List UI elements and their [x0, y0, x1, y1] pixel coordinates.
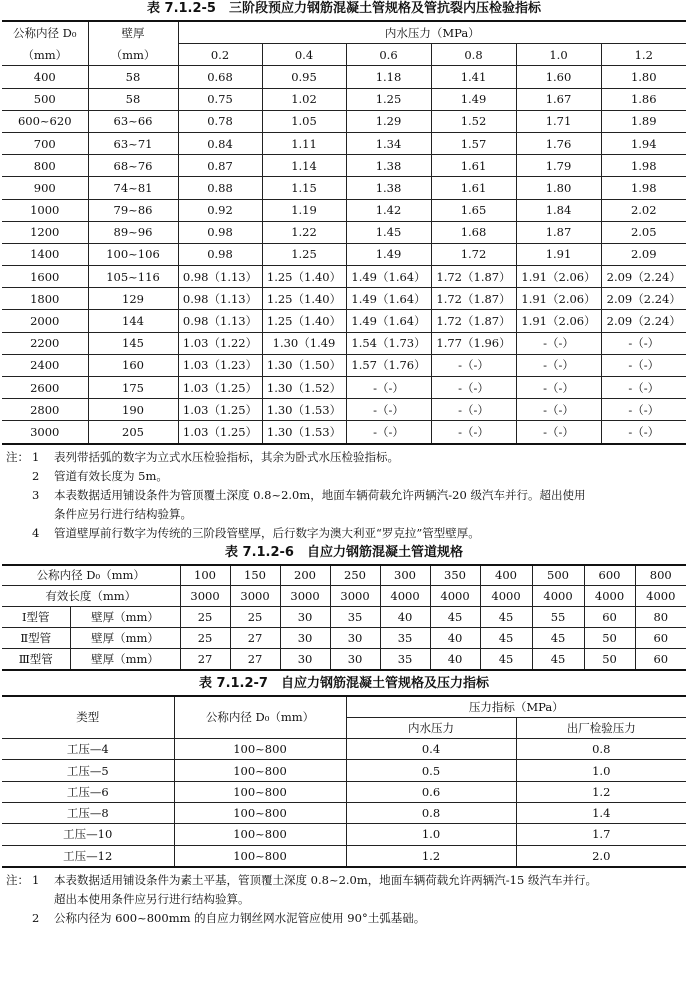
table-cell: 600~620: [2, 110, 88, 132]
table-cell: 100: [180, 565, 230, 586]
table-cell: 0.4: [346, 739, 516, 760]
table-cell: 1.25（1.40）: [262, 266, 346, 288]
table-cell: 3000: [330, 586, 380, 607]
note-text: 管道壁厚前行数字为传统的三阶段管壁厚，后行数字为澳大利亚“罗克拉”管型壁厚。: [54, 525, 480, 540]
table-cell: 1.4: [516, 803, 686, 824]
table-cell: -（-）: [516, 354, 601, 376]
table-row: [2, 586, 686, 607]
table-cell: -（-）: [346, 399, 431, 421]
table-row: [2, 155, 686, 177]
table-row: [2, 332, 686, 354]
t1-header-pressure: 1.0: [516, 44, 601, 66]
table-row: [2, 803, 686, 824]
table-cell: 1.72: [431, 243, 516, 265]
table-cell: 1.30（1.50）: [262, 354, 346, 376]
note-number: 2: [32, 910, 40, 925]
table-cell: 工压—5: [2, 760, 174, 781]
table-cell: 0.98（1.13）: [178, 310, 262, 332]
table-cell: 2400: [2, 354, 88, 376]
note-number: 1: [32, 449, 40, 464]
table-cell: 25: [230, 607, 280, 628]
table-cell: 3000: [2, 421, 88, 444]
table-cell: 2800: [2, 399, 88, 421]
table-cell: 1.89: [601, 110, 686, 132]
table-cell: 0.98（1.13）: [178, 288, 262, 310]
table-cell: 190: [88, 399, 178, 421]
table-cell: 2.0: [516, 845, 686, 867]
table-cell: 800: [2, 155, 88, 177]
table-cell: 1.72（1.87）: [431, 310, 516, 332]
table-cell: 45: [430, 607, 480, 628]
table-cell: 1.79: [516, 155, 601, 177]
t2-wall-label: 壁厚（mm）: [70, 627, 180, 648]
table-cell: 1.02: [262, 88, 346, 110]
table-cell: 1.65: [431, 199, 516, 221]
table-cell: 0.98（1.13）: [178, 266, 262, 288]
table-row: [2, 399, 686, 421]
table-cell: 1.30（1.53）: [262, 421, 346, 444]
table-cell: 800: [635, 565, 686, 586]
note-text: 表列带括弧的数字为立式水压检验指标，其余为卧式水压检验指标。: [54, 449, 399, 464]
note-item: [6, 524, 688, 543]
table-cell: 1.49（1.64）: [346, 288, 431, 310]
table-cell: 45: [532, 627, 584, 648]
table-cell: 2200: [2, 332, 88, 354]
t2-type: Ⅲ型管: [2, 648, 70, 669]
table-cell: 150: [230, 565, 280, 586]
table-row: [2, 824, 686, 845]
table-cell: 0.8: [516, 739, 686, 760]
t1-header-pressure: 0.2: [178, 44, 262, 66]
table-cell: -（-）: [516, 377, 601, 399]
table-row: [2, 739, 686, 760]
table-cell: 0.8: [346, 803, 516, 824]
table-cell: 1.87: [516, 221, 601, 243]
table-cell: 3000: [280, 586, 330, 607]
note-label: [6, 486, 32, 505]
table-cell: 1.14: [262, 155, 346, 177]
table-cell: 3000: [230, 586, 280, 607]
table-row: [2, 781, 686, 802]
table-cell: 1.30（1.52）: [262, 377, 346, 399]
table-cell: 2.02: [601, 199, 686, 221]
table-row: [2, 177, 686, 199]
table-row: [2, 243, 686, 265]
table-cell: 0.84: [178, 132, 262, 154]
table-cell: 1.18: [346, 66, 431, 88]
table-cell: 35: [380, 648, 430, 669]
table-cell: 0.5: [346, 760, 516, 781]
table-cell: 30: [330, 648, 380, 669]
table-cell: 1.86: [601, 88, 686, 110]
table-cell: 1.03（1.25）: [178, 421, 262, 444]
table-cell: 0.78: [178, 110, 262, 132]
table-cell: 1.19: [262, 199, 346, 221]
table-cell: 1.60: [516, 66, 601, 88]
table-cell: 100~800: [174, 824, 346, 845]
table-cell: 0.6: [346, 781, 516, 802]
table-cell: 2.09（2.24）: [601, 266, 686, 288]
table-cell: 4000: [532, 586, 584, 607]
table-row: [2, 132, 686, 154]
note-label: [6, 467, 32, 486]
table-cell: 1.03（1.25）: [178, 399, 262, 421]
table-cell: 1.91（2.06）: [516, 310, 601, 332]
table-cell: 0.75: [178, 88, 262, 110]
table-cell: 60: [635, 648, 686, 669]
t1-header-wall-unit: （mm）: [88, 44, 178, 66]
table-cell: 工压—6: [2, 781, 174, 802]
table-cell: 700: [2, 132, 88, 154]
note-label: [6, 909, 32, 928]
table-cell: 40: [430, 627, 480, 648]
table-cell: 45: [480, 627, 532, 648]
note-continuation: 超出本使用条件应另行进行结构验算。: [54, 891, 250, 906]
table-cell: 0.98: [178, 243, 262, 265]
table-cell: 1.34: [346, 132, 431, 154]
table-cell: -（-）: [601, 421, 686, 444]
table-cell: 1.61: [431, 155, 516, 177]
table-row: [2, 421, 686, 444]
table-cell: 2600: [2, 377, 88, 399]
table-cell: 1.72（1.87）: [431, 288, 516, 310]
table-cell: 4000: [430, 586, 480, 607]
table-cell: 35: [330, 607, 380, 628]
t2-wall-label: 壁厚（mm）: [70, 607, 180, 628]
table-cell: 79~86: [88, 199, 178, 221]
t1-header-pressure: 1.2: [601, 44, 686, 66]
t3-header-factory-pressure: 出厂检验压力: [516, 717, 686, 738]
table-cell: -（-）: [346, 377, 431, 399]
t1-header-pressure: 0.4: [262, 44, 346, 66]
table-cell: 45: [480, 648, 532, 669]
table-cell: 144: [88, 310, 178, 332]
table-cell: -（-）: [601, 377, 686, 399]
note-number: 4: [32, 525, 40, 540]
table-row: [2, 266, 686, 288]
note-item: [6, 448, 688, 467]
table-cell: -（-）: [601, 354, 686, 376]
table-row: [2, 199, 686, 221]
t2-diameter-label: 公称内径 D₀（mm）: [2, 565, 180, 586]
table-cell: 2.09（2.24）: [601, 310, 686, 332]
table-cell: 1.57: [431, 132, 516, 154]
table1-title: 表 7.1.2-5 三阶段预应力钢筋混凝土管规格及管抗裂内压检验指标: [147, 1, 541, 16]
table-cell: 250: [330, 565, 380, 586]
table-cell: -（-）: [431, 377, 516, 399]
table-cell: 58: [88, 88, 178, 110]
t2-type: Ⅱ型管: [2, 627, 70, 648]
note-label: [6, 524, 32, 543]
t3-header-type: 类型: [2, 696, 174, 739]
table-cell: -（-）: [516, 332, 601, 354]
table-cell: 40: [380, 607, 430, 628]
table-cell: 27: [230, 627, 280, 648]
note-text: 本表数据适用铺设条件为素土平基，管顶覆土深度 0.8~2.0m，地面车辆荷载允许两辆汽-15 级汽车并行。: [54, 872, 597, 887]
table-cell: 1.05: [262, 110, 346, 132]
table-cell: 工压—8: [2, 803, 174, 824]
table-cell: 1600: [2, 266, 88, 288]
table-cell: 工压—10: [2, 824, 174, 845]
table-cell: -（-）: [346, 421, 431, 444]
table-cell: 900: [2, 177, 88, 199]
table-cell: 4000: [584, 586, 635, 607]
table-cell: 30: [280, 627, 330, 648]
table-cell: 105~116: [88, 266, 178, 288]
table-row: [2, 627, 686, 648]
note-label: 注：: [6, 872, 29, 887]
table-row: [2, 760, 686, 781]
table-cell: -（-）: [431, 354, 516, 376]
table-cell: 175: [88, 377, 178, 399]
table-cell: 0.88: [178, 177, 262, 199]
table-cell: 1.98: [601, 177, 686, 199]
table-cell: 1.38: [346, 177, 431, 199]
table-cell: 100~800: [174, 760, 346, 781]
t2-type: Ⅰ型管: [2, 607, 70, 628]
table-cell: 30: [280, 607, 330, 628]
table-row: [2, 88, 686, 110]
note-continuation: 条件应另行进行结构验算。: [54, 506, 192, 521]
t3-header-pressure-group: 压力指标（MPa）: [346, 696, 686, 718]
table-cell: 1.94: [601, 132, 686, 154]
table2: [2, 564, 686, 671]
note-item: [6, 909, 688, 928]
table-row: [2, 221, 686, 243]
table-cell: 500: [2, 88, 88, 110]
note-number: 1: [32, 872, 40, 887]
table-cell: 1.91: [516, 243, 601, 265]
table-cell: 1.03（1.23）: [178, 354, 262, 376]
table-cell: 100~800: [174, 739, 346, 760]
table-cell: 25: [180, 627, 230, 648]
table-cell: 1.49: [431, 88, 516, 110]
note-item: [6, 467, 688, 486]
table-cell: 1.49: [346, 243, 431, 265]
table-cell: 1.67: [516, 88, 601, 110]
table-row: [2, 845, 686, 867]
table-cell: -（-）: [601, 332, 686, 354]
table-cell: 1.98: [601, 155, 686, 177]
t1-header-diameter: 公称内径 D₀: [2, 21, 88, 44]
table-cell: -（-）: [431, 399, 516, 421]
table-cell: 1.80: [516, 177, 601, 199]
table-cell: 89~96: [88, 221, 178, 243]
table-cell: 2000: [2, 310, 88, 332]
t1-header-diameter-unit: （mm）: [2, 44, 88, 66]
table-cell: 1.91（2.06）: [516, 288, 601, 310]
table-cell: 1.61: [431, 177, 516, 199]
table-cell: -（-）: [516, 421, 601, 444]
table-cell: 30: [330, 627, 380, 648]
note-item: [6, 486, 688, 505]
table1: [2, 20, 686, 445]
table-cell: 1.91（2.06）: [516, 266, 601, 288]
table1-notes: [0, 448, 688, 544]
t1-header-pressure-group: 内水压力（MPa）: [178, 21, 686, 44]
table-cell: 400: [2, 66, 88, 88]
table-cell: 0.98: [178, 221, 262, 243]
table-cell: 40: [430, 648, 480, 669]
table-cell: 300: [380, 565, 430, 586]
table-cell: 1.22: [262, 221, 346, 243]
table-cell: -（-）: [431, 421, 516, 444]
t3-header-diameter: 公称内径 D₀（mm）: [174, 696, 346, 739]
table-cell: 1.38: [346, 155, 431, 177]
table-cell: 1.52: [431, 110, 516, 132]
table-cell: 工压—12: [2, 845, 174, 867]
table-cell: 1.0: [346, 824, 516, 845]
table-cell: 50: [584, 648, 635, 669]
note-text: 管道有效长度为 5m。: [54, 468, 168, 483]
table-cell: 1.25（1.40）: [262, 288, 346, 310]
table-cell: 1800: [2, 288, 88, 310]
table-cell: 129: [88, 288, 178, 310]
table-cell: 58: [88, 66, 178, 88]
table-cell: 1.0: [516, 760, 686, 781]
table-cell: 1.30（1.49: [262, 332, 346, 354]
table-cell: 25: [180, 607, 230, 628]
table-cell: 4000: [635, 586, 686, 607]
table-row: [2, 565, 686, 586]
table-cell: 45: [480, 607, 532, 628]
table-cell: 160: [88, 354, 178, 376]
table-cell: 45: [532, 648, 584, 669]
note-item: [6, 871, 688, 890]
table-row: [2, 377, 686, 399]
table3: [2, 695, 686, 868]
table-cell: 100~106: [88, 243, 178, 265]
table-cell: 1.71: [516, 110, 601, 132]
table-cell: 100~800: [174, 803, 346, 824]
table-cell: 74~81: [88, 177, 178, 199]
table-cell: 500: [532, 565, 584, 586]
table-cell: 1.54（1.73）: [346, 332, 431, 354]
table-cell: 30: [280, 648, 330, 669]
table-cell: 1.72（1.87）: [431, 266, 516, 288]
table-cell: 1.2: [516, 781, 686, 802]
table-cell: 1.68: [431, 221, 516, 243]
table-cell: 0.68: [178, 66, 262, 88]
t3-header-inner-pressure: 内水压力: [346, 717, 516, 738]
table-cell: 350: [430, 565, 480, 586]
table-cell: 1000: [2, 199, 88, 221]
table-cell: 1.84: [516, 199, 601, 221]
table-cell: 1.7: [516, 824, 686, 845]
table-cell: 68~76: [88, 155, 178, 177]
table-cell: 60: [635, 627, 686, 648]
t1-header-wall: 壁厚: [88, 21, 178, 44]
table-cell: 3000: [180, 586, 230, 607]
table-row: [2, 110, 686, 132]
table-cell: -（-）: [516, 399, 601, 421]
table-cell: 1.49（1.64）: [346, 310, 431, 332]
table-cell: 1.25（1.40）: [262, 310, 346, 332]
t1-header-pressure: 0.8: [431, 44, 516, 66]
table-cell: 1.03（1.22）: [178, 332, 262, 354]
table-cell: 60: [584, 607, 635, 628]
table-cell: 1.11: [262, 132, 346, 154]
table-cell: 1.57（1.76）: [346, 354, 431, 376]
table-cell: 1.41: [431, 66, 516, 88]
table-cell: 1.15: [262, 177, 346, 199]
table-row: [2, 66, 686, 88]
table-cell: 63~66: [88, 110, 178, 132]
table3-title: 表 7.1.2-7 自应力钢筋混凝土管规格及压力指标: [199, 675, 489, 691]
table-row: [2, 648, 686, 669]
table-cell: 1.25: [346, 88, 431, 110]
table-cell: 4000: [380, 586, 430, 607]
table-cell: 1400: [2, 243, 88, 265]
note-number: 3: [32, 487, 40, 502]
note-text: 本表数据适用铺设条件为管顶覆土深度 0.8~2.0m，地面车辆荷载允许两辆汽-20 级汽车并行。超出使用: [54, 487, 586, 502]
table-cell: 1.29: [346, 110, 431, 132]
table-cell: 600: [584, 565, 635, 586]
table-cell: 1.30（1.53）: [262, 399, 346, 421]
table-cell: 4000: [480, 586, 532, 607]
table-cell: 100~800: [174, 845, 346, 867]
note-number: 2: [32, 468, 40, 483]
table-cell: 1.2: [346, 845, 516, 867]
table-cell: 50: [584, 627, 635, 648]
table-cell: -（-）: [601, 399, 686, 421]
table2-title: 表 7.1.2-6 自应力钢筋混凝土管道规格: [225, 544, 463, 560]
table-cell: 35: [380, 627, 430, 648]
table-cell: 1.80: [601, 66, 686, 88]
table-cell: 1.77（1.96）: [431, 332, 516, 354]
table-row: [2, 607, 686, 628]
table-cell: 1.42: [346, 199, 431, 221]
table-cell: 2.05: [601, 221, 686, 243]
note-text: 公称内径为 600~800mm 的自应力钢丝网水泥管应使用 90°土弧基础。: [54, 910, 426, 925]
table-cell: 0.87: [178, 155, 262, 177]
table-cell: 1.49（1.64）: [346, 266, 431, 288]
table-row: [2, 288, 686, 310]
table-cell: 工压—4: [2, 739, 174, 760]
table-cell: 205: [88, 421, 178, 444]
table-cell: 63~71: [88, 132, 178, 154]
table-cell: 0.92: [178, 199, 262, 221]
table-cell: 0.95: [262, 66, 346, 88]
table-cell: 1.45: [346, 221, 431, 243]
table-cell: 145: [88, 332, 178, 354]
table-cell: 2.09（2.24）: [601, 288, 686, 310]
table-cell: 200: [280, 565, 330, 586]
table3-notes: [0, 871, 688, 928]
table-cell: 1.25: [262, 243, 346, 265]
table-cell: 27: [180, 648, 230, 669]
t1-header-pressure: 0.6: [346, 44, 431, 66]
t2-length-label: 有效长度（mm）: [2, 586, 180, 607]
table-row: [2, 354, 686, 376]
t2-wall-label: 壁厚（mm）: [70, 648, 180, 669]
table-row: [2, 310, 686, 332]
table-cell: 1200: [2, 221, 88, 243]
table-cell: 2.09: [601, 243, 686, 265]
table-cell: 100~800: [174, 781, 346, 802]
table-cell: 1.76: [516, 132, 601, 154]
table-cell: 1.03（1.25）: [178, 377, 262, 399]
table-cell: 80: [635, 607, 686, 628]
table-cell: 27: [230, 648, 280, 669]
table-cell: 400: [480, 565, 532, 586]
note-label: 注：: [6, 449, 29, 464]
table-cell: 55: [532, 607, 584, 628]
